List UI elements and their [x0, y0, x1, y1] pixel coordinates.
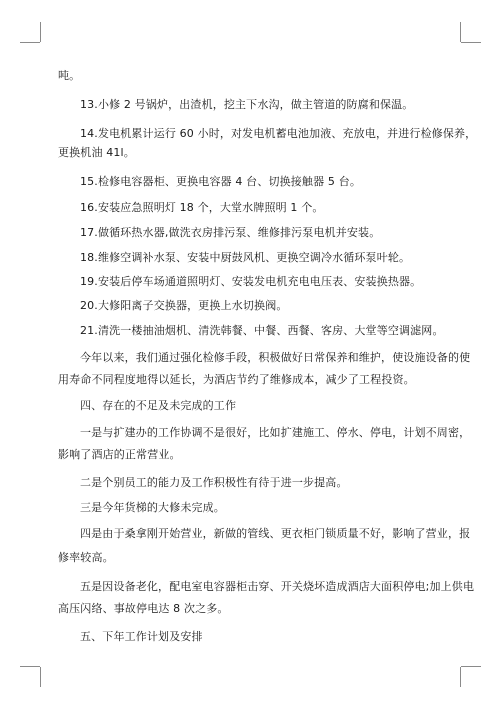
paragraph-line: 四是由于桑拿刚开始营业，新做的管线、更衣柜门锁质量不好，影响了营业，报 — [80, 527, 471, 540]
paragraph-line: 13.小修 2 号锅炉，出渣机，挖主下水沟，做主管道的防腐和保温。 — [80, 98, 414, 111]
paragraph-line: 吨。 — [58, 69, 81, 82]
paragraph-line: 今年以来，我们通过强化检修手段，积极做好日常保养和维护，使设施设备的使 — [80, 351, 471, 364]
paragraph-line: 三是今年货梯的大修未完成。 — [80, 501, 225, 514]
crop-mark-bottom-right-h — [461, 666, 481, 667]
crop-mark-top-left-v — [40, 22, 41, 42]
crop-mark-bottom-right-v — [460, 667, 461, 687]
paragraph-line: 修率较高。 — [58, 551, 114, 564]
paragraph-line: 14.发电机累计运行 60 小时，对发电机蓄电池加液、充放电，并进行检修保养， — [80, 127, 477, 140]
crop-mark-bottom-left-h — [20, 666, 40, 667]
paragraph-line: 18.维修空调补水泵、安装中厨鼓风机、更换空调冷水循环泵叶轮。 — [80, 251, 411, 264]
paragraph-line: 21.清洗一楼抽油烟机、清洗韩餐、中餐、西餐、客房、大堂等空调滤网。 — [80, 324, 444, 337]
section-heading: 四、存在的不足及未完成的工作 — [80, 399, 237, 412]
paragraph-line: 一是与扩建办的工作协调不是很好，比如扩建施工、停水、停电，计划不周密， — [80, 426, 471, 439]
paragraph-line: 16.安装应急照明灯 18 个，大堂水牌照明 1 个。 — [80, 201, 324, 214]
paragraph-line: 20.大修阳离子交换器，更换上水切换阀。 — [80, 299, 288, 312]
paragraph-line: 15.检修电容器柜、更换电容器 4 台、切换接触器 5 台。 — [80, 175, 361, 188]
crop-mark-bottom-left-v — [40, 667, 41, 687]
paragraph-line: 二是个别员工的能力及工作积极性有待于进一步提高。 — [80, 476, 348, 489]
paragraph-line: 17.做循环热水器,做洗衣房排污泵、维修排污泵电机并安装。 — [80, 226, 381, 239]
paragraph-line: 19.安装后停车场通道照明灯、安装发电机充电电压表、安装换热器。 — [80, 275, 422, 288]
crop-mark-top-left-h — [20, 42, 40, 43]
paragraph-line: 五是因设备老化，配电室电容器柜击穿、开关烧坏造成酒店大面积停电;加上供电 — [80, 580, 475, 593]
crop-mark-top-right-v — [460, 22, 461, 42]
paragraph-line: 高压闪络、事故停电达 8 次之多。 — [58, 602, 229, 615]
crop-mark-top-right-h — [461, 42, 481, 43]
paragraph-line: 用寿命不同程度地得以延长，为酒店节约了维修成本，减少了工程投资。 — [58, 373, 415, 386]
paragraph-line: 影响了酒店的正常营业。 — [58, 448, 181, 461]
section-heading: 五、下年工作计划及安排 — [80, 630, 203, 643]
paragraph-line: 更换机油 41l。 — [58, 146, 135, 159]
